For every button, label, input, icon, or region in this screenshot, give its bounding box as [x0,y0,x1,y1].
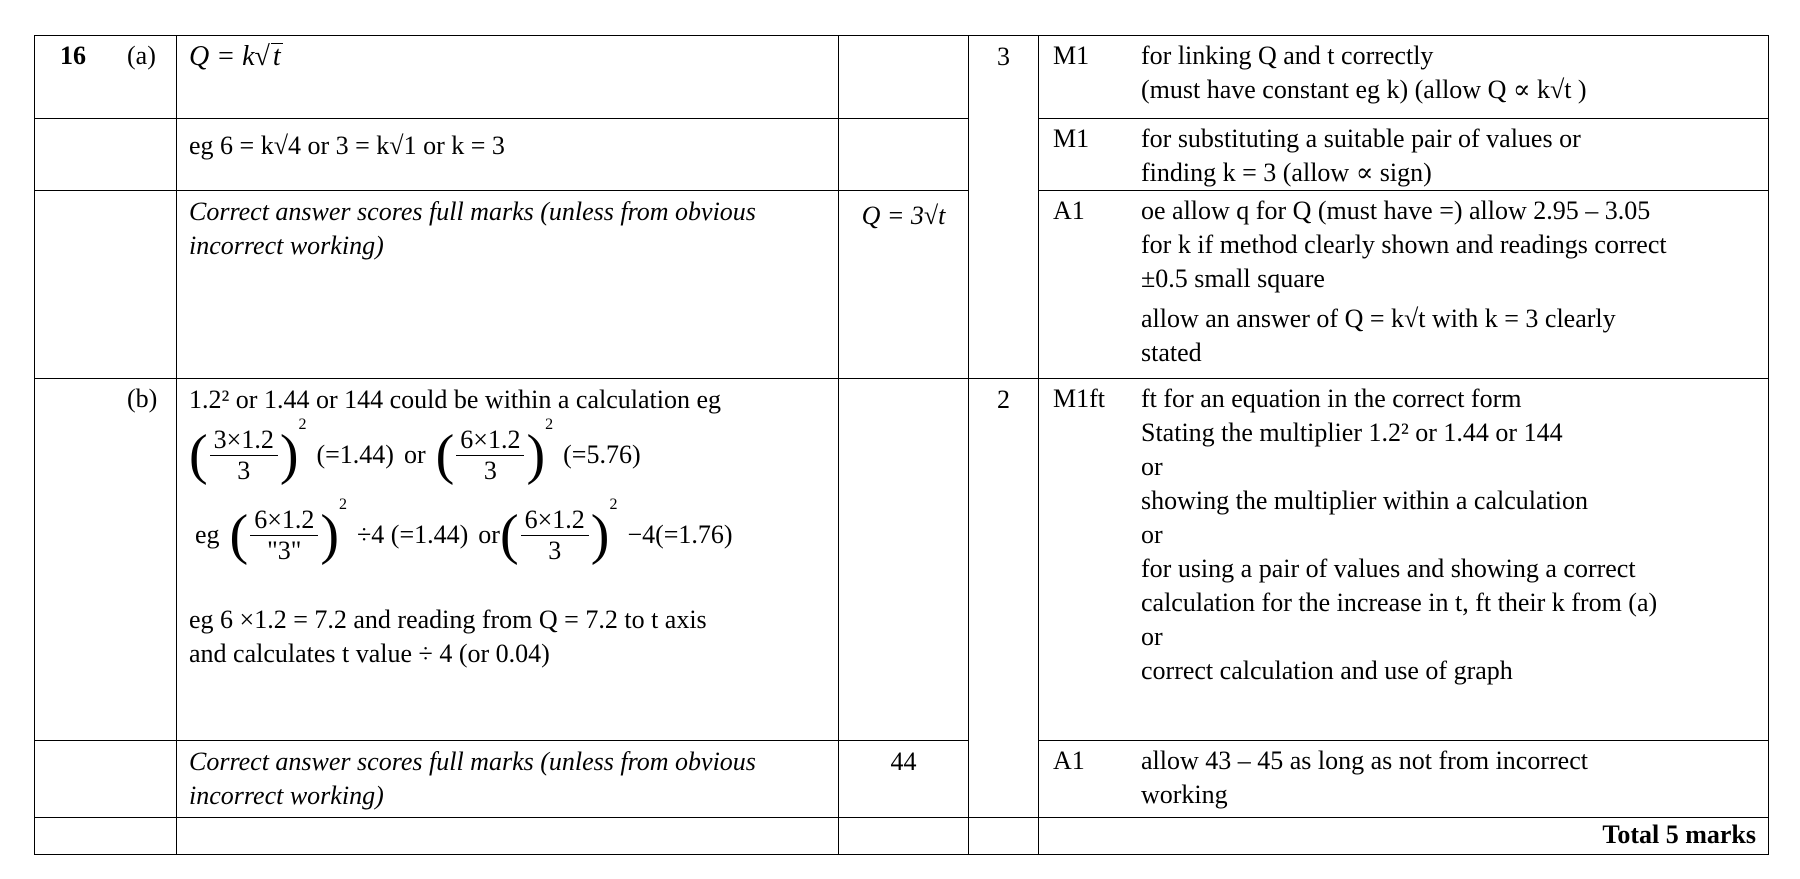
working-fraction-line-1: ( $\frac{3\times 1.2}{3}$ ) 2 (=1.44) or ( $\frac{6\times 1.2}{3}$ ) 2 (=5.76) [189,416,641,486]
note-line: stated [1141,338,1202,367]
table-row [35,119,1769,191]
answer-cell [839,741,969,818]
note-line: oe allow q for Q (must have =) allow 2.95 – 3.05 [1141,196,1651,225]
note-line: calculation for the increase in t, ft their k from (a) [1141,588,1658,617]
note-line: showing the multiplier within a calculation [1141,486,1588,515]
mark-type: A1 [1053,196,1085,225]
working-text: Correct answer scores full marks (unless from obvious incorrect working) [189,747,756,810]
note-line: (must have constant eg k) (allow Q ∝ k√t ) [1141,75,1587,104]
marks-total-cell [969,36,1039,379]
working-line: 1.2² or 1.44 or 144 could be within a calculation eg [189,385,721,414]
note-line: or [1141,520,1163,549]
total-marks: Total 5 marks [1039,818,1769,855]
marks-total: 3 [997,42,1010,71]
fraction: $\frac{6\times 1.2}{"3"}$ [250,505,318,566]
question-cell [35,36,177,119]
question-cell [35,741,177,818]
answer-cell [839,36,969,119]
answer-value: Q = 3√t [861,201,946,230]
notes-cell [1039,191,1769,379]
table-row [35,379,1769,741]
mark-type: M1 [1053,41,1090,70]
mark-type: M1 [1053,124,1090,153]
notes-cell [1039,379,1769,741]
working-cell [177,379,839,741]
note-line: for linking Q and t correctly [1141,41,1434,70]
working-text: Correct answer scores full marks (unless from obvious incorrect working) [189,197,756,260]
note-line: for using a pair of values and showing a correct [1141,554,1636,583]
note-line: or [1141,452,1163,481]
working-line: and calculates t value ÷ 4 (or 0.04) [189,639,550,668]
working-fraction-line-2: eg ( $\frac{6\times 1.2}{"3"}$ ) 2 ÷4 (=1.44) or ( $\frac{6\times 1.2}{3}$ ) 2 −4(=1.76) [195,496,733,566]
question-cell [35,191,177,379]
answer-cell [839,379,969,741]
note-line: for k if method clearly shown and readings correct [1141,230,1667,259]
question-cell [35,379,177,741]
working-cell [177,191,839,379]
note-line: or [1141,622,1163,651]
fraction: $\frac{6\times 1.2}{3}$ [456,425,524,486]
answer-cell [839,119,969,191]
note-line: ft for an equation in the correct form [1141,384,1522,413]
table-row [35,741,1769,818]
mark-type: M1ft [1053,384,1105,413]
answer-value: 44 [890,747,917,776]
working-cell [177,741,839,818]
note-line: for substituting a suitable pair of values or [1141,124,1581,153]
notes-cell [1039,741,1769,818]
note-line: finding k = 3 (allow ∝ sign) [1141,158,1432,187]
question-cell [35,119,177,191]
table-row [35,191,1769,379]
working-cell [177,36,839,119]
notes-cell [1039,119,1769,191]
table-row [35,36,1769,119]
fraction: $\frac{6\times 1.2}{3}$ [521,505,589,566]
table-row [35,818,1769,855]
working-text: eg 6 = k√4 or 3 = k√1 or k = 3 [189,131,505,160]
notes-cell [1039,36,1769,119]
question-part-a: (a) [127,41,156,70]
fraction: $\frac{3\times 1.2}{3}$ [210,425,278,486]
note-line: allow 43 – 45 as long as not from incorrect [1141,746,1588,775]
question-number: 16 [60,41,86,70]
marks-total: 2 [997,385,1010,414]
marks-total-cell [969,379,1039,818]
working-equation: Q = k√ t [189,41,281,72]
mark-type: A1 [1053,746,1085,775]
note-line: working [1141,780,1228,809]
note-line: Stating the multiplier 1.2² or 1.44 or 144 [1141,418,1563,447]
answer-cell [839,191,969,379]
note-line: ±0.5 small square [1141,264,1325,293]
working-cell [177,119,839,191]
note-list [1141,379,1768,688]
working-line: eg 6 ×1.2 = 7.2 and reading from Q = 7.2 to t axis [189,605,707,634]
mark-scheme-table [34,35,1769,855]
note-line: correct calculation and use of graph [1141,656,1513,685]
question-part-b: (b) [127,384,158,413]
note-line: allow an answer of Q = k√t with k = 3 clearly [1141,304,1616,333]
